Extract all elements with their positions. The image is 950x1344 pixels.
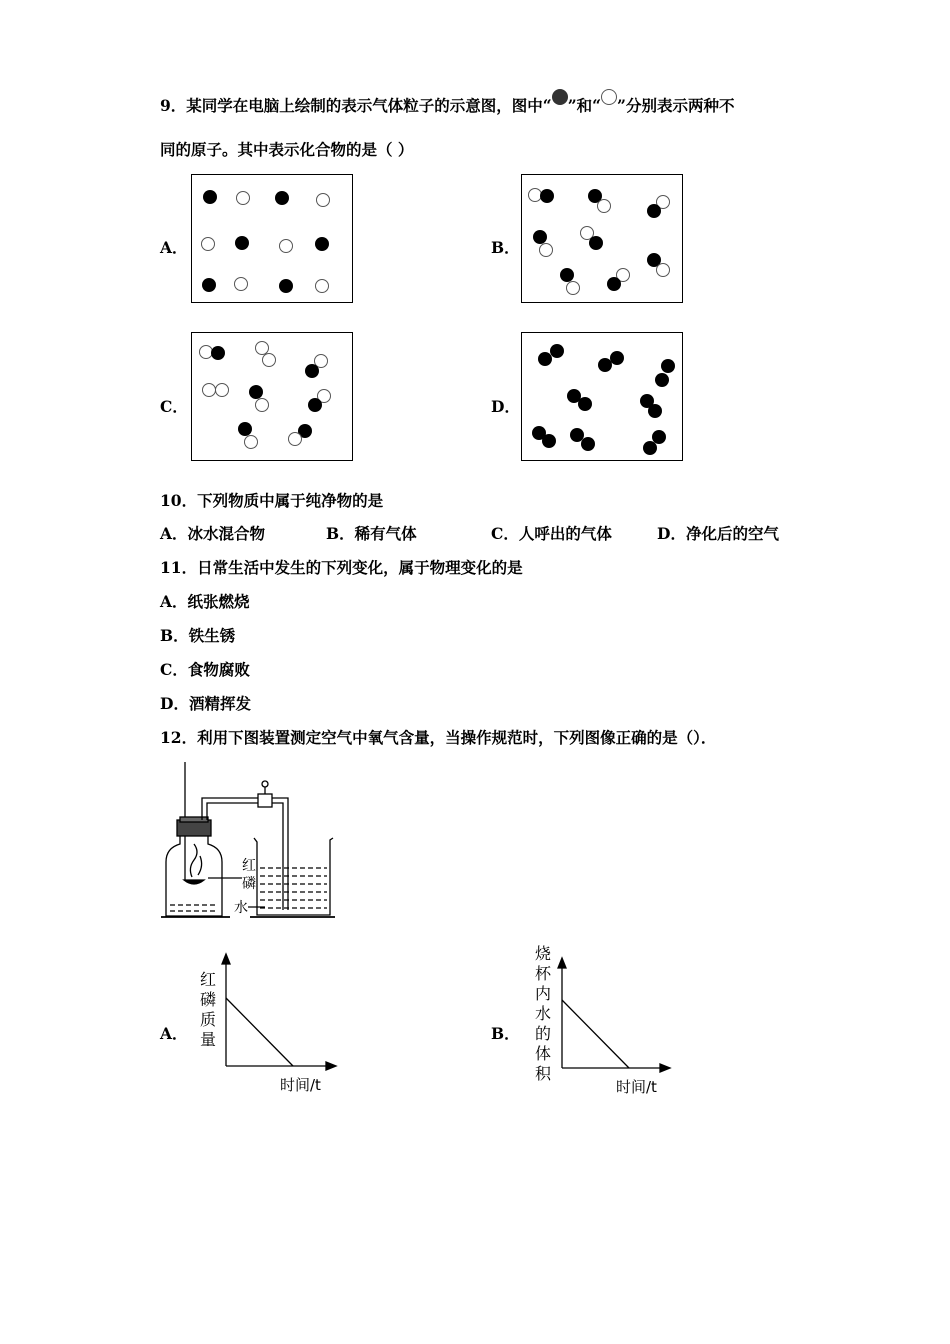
black-atom: [249, 385, 263, 399]
graph-a-ylabel-4: 量: [200, 1030, 217, 1049]
black-atom: [542, 434, 556, 448]
graph-a-ylabel-2: 磷: [200, 990, 217, 1009]
black-atom: [279, 279, 293, 293]
black-atom: [643, 441, 657, 455]
black-atom: [610, 351, 624, 365]
q12-graph-b: [532, 940, 677, 1100]
q9-option-d-label: D．: [491, 397, 520, 416]
graph-b-ylabel-3: 内: [535, 984, 552, 1003]
q9-stem-part1: 9．某同学在电脑上绘制的表示气体粒子的示意图，图中“: [160, 96, 552, 115]
q9-diagram-a: [191, 174, 353, 303]
white-atom: [244, 435, 258, 449]
black-atom: [202, 278, 216, 292]
black-atom: [589, 236, 603, 250]
white-atom: [288, 432, 302, 446]
white-atom: [566, 281, 580, 295]
white-atom: [202, 383, 216, 397]
white-atom: [234, 277, 248, 291]
q10-option-c: C．人呼出的气体: [491, 524, 612, 543]
q9-stem-line2: 同的原子。其中表示化合物的是（ ）: [160, 140, 414, 159]
white-atom: [255, 398, 269, 412]
q9-stem-part2: ”和“: [567, 96, 602, 115]
q10-option-a: A．冰水混合物: [160, 524, 266, 543]
white-atom: [262, 353, 276, 367]
black-atom: [305, 364, 319, 378]
black-atom: [203, 190, 217, 204]
white-atom: [597, 199, 611, 213]
graph-a-ylabel-1: 红: [200, 970, 217, 989]
q12-option-a-label: A．: [160, 1024, 188, 1043]
black-atom: [578, 397, 592, 411]
q9-option-c-label: C．: [160, 397, 188, 416]
black-atom: [550, 344, 564, 358]
q12-graph-a: [196, 950, 341, 1100]
white-atom: [201, 237, 215, 251]
graph-b-ylabel-4: 水: [535, 1004, 552, 1023]
black-atom-icon: [552, 89, 568, 105]
q9-diagram-c: [191, 332, 353, 461]
white-atom: [316, 193, 330, 207]
white-atom: [279, 239, 293, 253]
white-atom: [315, 279, 329, 293]
black-atom: [540, 189, 554, 203]
graph-b-ylabel-5: 的: [535, 1024, 552, 1043]
graph-b-ylabel-6: 体: [535, 1044, 552, 1063]
graph-a-ylabel-3: 质: [200, 1010, 217, 1029]
q9-stem-part3: ”分别表示两种不: [617, 96, 735, 115]
black-atom: [655, 373, 669, 387]
black-atom: [648, 404, 662, 418]
q11-option-d: D．酒精挥发: [160, 694, 251, 713]
black-atom: [661, 359, 675, 373]
black-atom: [533, 230, 547, 244]
q10-stem: 10．下列物质中属于纯净物的是: [160, 491, 384, 510]
graph-b-xlabel: 时间/t: [616, 1078, 657, 1096]
black-atom: [308, 398, 322, 412]
black-atom: [235, 236, 249, 250]
white-atom: [539, 243, 553, 257]
white-atom-icon: [601, 89, 617, 105]
q11-option-a: A．纸张燃烧: [160, 592, 250, 611]
white-atom: [215, 383, 229, 397]
graph-b-ylabel-2: 杯: [535, 964, 552, 983]
white-atom: [236, 191, 250, 205]
q11-option-b: B．铁生锈: [160, 626, 236, 645]
graph-b-ylabel-1: 烧: [535, 944, 552, 963]
q11-stem: 11．日常生活中发生的下列变化，属于物理变化的是: [160, 558, 523, 577]
black-atom: [581, 437, 595, 451]
white-atom: [656, 263, 670, 277]
q11-option-c: C．食物腐败: [160, 660, 250, 679]
black-atom: [211, 346, 225, 360]
apparatus-label-water: 水: [234, 900, 248, 916]
q9-option-b-label: B．: [491, 238, 520, 257]
black-atom: [315, 237, 329, 251]
q10-option-b: B．稀有气体: [326, 524, 417, 543]
q10-option-d: D．净化后的空气: [657, 524, 779, 543]
q12-stem: 12．利用下图装置测定空气中氧气含量，当操作规范时，下列图像正确的是（）．: [160, 728, 717, 747]
q12-option-b-label: B．: [491, 1024, 520, 1043]
graph-a-xlabel: 时间/t: [280, 1076, 321, 1094]
graph-b-ylabel-7: 积: [535, 1064, 552, 1083]
apparatus-label-red-2: 磷: [242, 876, 256, 892]
black-atom: [607, 277, 621, 291]
apparatus-label-red-1: 红: [242, 858, 256, 874]
q9-option-a-label: A．: [160, 238, 188, 257]
black-atom: [275, 191, 289, 205]
q9-diagram-d: [521, 332, 683, 461]
q9-diagram-b: [521, 174, 683, 303]
black-atom: [238, 422, 252, 436]
q9-stem-line1: [160, 89, 734, 116]
black-atom: [647, 204, 661, 218]
oxygen-apparatus-diagram: [160, 760, 340, 925]
black-atom: [560, 268, 574, 282]
